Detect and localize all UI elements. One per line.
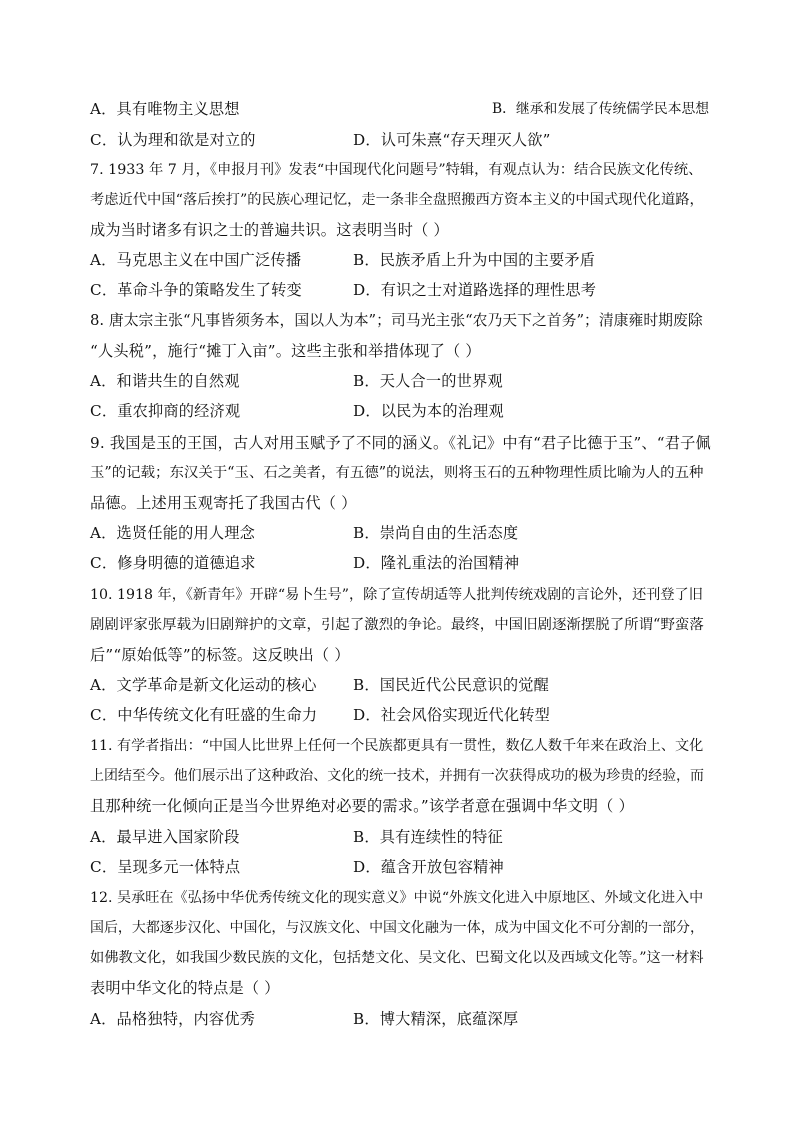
option-b: B．博大精深，底蕴深厚 [353, 1010, 519, 1028]
option-b: B．崇尚自由的生活态度 [353, 524, 519, 542]
question-text-line: 10. 1918 年，《新青年》开辟“易卜生号”，除了宣传胡适等人批判传统戏剧的言论外，还刊登了旧 [90, 587, 703, 603]
question-text-line: 上团结至今。他们展示出了这种政治、文化的统一技术，并拥有一次获得成功的极为珍贵的经验，而 [90, 768, 704, 784]
question-text-line: 玉”的记载；东汉关于“玉、石之美者，有五德”的说法，则将玉石的五种物理性质比喻为人的五种 [90, 465, 704, 481]
option-a: A．文学革命是新文化运动的核心 [90, 676, 317, 694]
option-a: A．和谐共生的自然观 [90, 372, 240, 390]
question-text-line: “人头税”，施行“摊丁入亩”。这些主张和举措体现了（ ） [90, 342, 481, 360]
question-text-line: 9. 我国是玉的王国，古人对用玉赋予了不同的涵义。《礼记》中有“君子比德于玉”、“君子佩 [90, 434, 711, 452]
question-text-line: 剧剧评家张厚载为旧剧辩护的文章，引起了激烈的争论。最终，中国旧剧逐渐摆脱了所谓“野蛮落 [90, 617, 704, 633]
question-text-line: 国后，大都逐步汉化、中国化，与汉族文化、中国文化融为一体，成为中国文化不可分割的一部分， [90, 920, 704, 936]
question-text-line: 如佛教文化，如我国少数民族的文化，包括楚文化、吴文化、巴蜀文化以及西域文化等。”这一材料 [90, 950, 704, 966]
question-text-line: 8. 唐太宗主张“凡事皆须务本，国以人为本”；司马光主张“农乃天下之首务”；清康雍时期废除 [90, 312, 703, 329]
question-text-line: 12. 吴承旺在《弘扬中华优秀传统文化的现实意义》中说“外族文化进入中原地区、外域文化进入中 [90, 890, 704, 906]
option-b: B．民族矛盾上升为中国的主要矛盾 [353, 251, 596, 269]
option-a: A．马克思主义在中国广泛传播 [90, 251, 302, 269]
option-d: D．社会风俗实现近代化转型 [353, 706, 551, 724]
question-text-line: 11. 有学者指出：“中国人比世界上任何一个民族都更具有一贯性，数亿人数千年来在政治上、文化 [90, 738, 704, 754]
option-b: B．具有连续性的特征 [353, 828, 503, 846]
question-text-line: 成为当时诸多有识之士的普遍共识。这表明当时（ ） [90, 221, 449, 239]
pre-option-b: B．继承和发展了传统儒学民本思想 [492, 101, 710, 117]
pre-option-c: C．认为理和欲是对立的 [90, 131, 256, 149]
option-b: B．天人合一的世界观 [353, 372, 503, 390]
question-text-line: 考虑近代中国“落后挨打”的民族心理记忆，走一条非全盘照搬西方资本主义的中国式现代化道路， [90, 192, 704, 208]
question-text-line: 7. 1933 年 7 月，《申报月刊》发表“中国现代化问题号”特辑，有观点认为：结合民族文化传统、 [90, 162, 703, 178]
pre-option-a: A．具有唯物主义思想 [90, 100, 240, 118]
question-text-line: 表明中华文化的特点是（ ） [90, 979, 280, 997]
option-b: B．国民近代公民意识的觉醒 [353, 676, 550, 694]
option-a: A．品格独特，内容优秀 [90, 1010, 256, 1028]
option-c: C．修身明德的道德追求 [90, 554, 256, 572]
question-text-line: 品德。上述用玉观寄托了我国古代（ ） [90, 494, 357, 512]
option-a: A．选贤任能的用人理念 [90, 524, 256, 542]
option-c: C．重农抑商的经济观 [90, 402, 241, 420]
option-a: A．最早进入国家阶段 [90, 828, 240, 846]
option-d: D．隆礼重法的治国精神 [353, 554, 520, 572]
option-c: C．中华传统文化有旺盛的生命力 [90, 706, 318, 724]
pre-option-d: D．认可朱熹“存天理灭人欲” [353, 131, 551, 149]
option-d: D．有识之士对道路选择的理性思考 [353, 281, 597, 299]
option-c: C．革命斗争的策略发生了转变 [90, 281, 302, 299]
option-d: D．蕴含开放包容精神 [353, 858, 504, 876]
option-c: C．呈现多元一体特点 [90, 858, 241, 876]
question-text-line: 且那种统一化倾向正是当今世界绝对必要的需求。”该学者意在强调中华文明（ ） [90, 797, 634, 815]
question-text-line: 后”“原始低等”的标签。这反映出（ ） [90, 646, 350, 664]
option-d: D．以民为本的治理观 [353, 402, 504, 420]
